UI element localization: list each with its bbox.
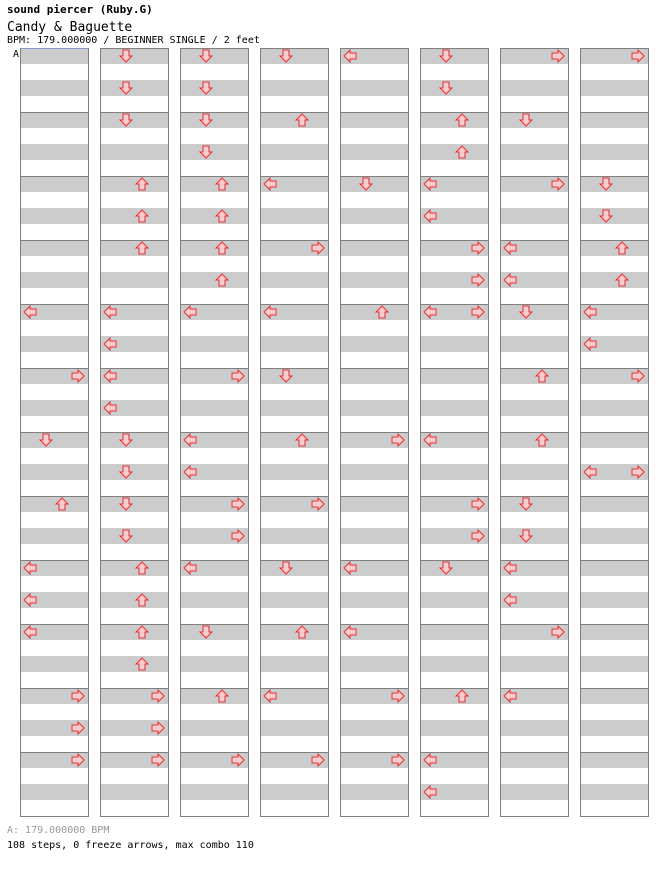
- beat-stripe: [20, 208, 88, 224]
- beat-stripe: [420, 336, 488, 352]
- beat-stripe: [100, 240, 168, 256]
- beat-stripe: [580, 432, 648, 448]
- beat-stripe: [340, 528, 408, 544]
- beat-stripe: [500, 464, 568, 480]
- beat-stripe: [260, 592, 328, 608]
- beat-stripe: [500, 144, 568, 160]
- beat-stripe: [100, 496, 168, 512]
- beat-stripe: [100, 208, 168, 224]
- beat-stripe: [420, 624, 488, 640]
- beat-stripe: [500, 432, 568, 448]
- beat-stripe: [340, 720, 408, 736]
- beat-stripe: [100, 592, 168, 608]
- beat-stripe: [260, 784, 328, 800]
- measure-column: [420, 48, 489, 817]
- beat-stripe: [580, 112, 648, 128]
- beat-stripe: [100, 176, 168, 192]
- beat-stripe: [20, 144, 88, 160]
- beat-stripe: [100, 656, 168, 672]
- beat-stripe: [260, 48, 328, 64]
- beat-stripe: [500, 720, 568, 736]
- beat-stripe: [420, 560, 488, 576]
- beat-stripe: [20, 80, 88, 96]
- beat-stripe: [420, 720, 488, 736]
- beat-stripe: [500, 304, 568, 320]
- beat-stripe: [20, 240, 88, 256]
- beat-stripe: [260, 432, 328, 448]
- beat-stripe: [100, 464, 168, 480]
- beat-stripe: [340, 80, 408, 96]
- beat-stripe: [580, 400, 648, 416]
- beat-stripe: [20, 112, 88, 128]
- beat-stripe: [580, 240, 648, 256]
- beat-stripe: [260, 144, 328, 160]
- beat-stripe: [500, 400, 568, 416]
- beat-stripe: [580, 496, 648, 512]
- beat-stripe: [500, 208, 568, 224]
- beat-stripe: [260, 112, 328, 128]
- beat-stripe: [420, 144, 488, 160]
- beat-stripe: [580, 560, 648, 576]
- beat-stripe: [180, 592, 248, 608]
- beat-stripe: [100, 784, 168, 800]
- beat-stripe: [100, 272, 168, 288]
- beat-stripe: [20, 48, 88, 64]
- beat-stripe: [500, 752, 568, 768]
- beat-stripe: [580, 752, 648, 768]
- beat-stripe: [580, 144, 648, 160]
- beat-stripe: [340, 496, 408, 512]
- beat-stripe: [580, 80, 648, 96]
- beat-stripe: [500, 656, 568, 672]
- beat-stripe: [580, 272, 648, 288]
- beat-stripe: [580, 176, 648, 192]
- beat-stripe: [580, 592, 648, 608]
- beat-stripe: [420, 464, 488, 480]
- beat-stripe: [420, 656, 488, 672]
- beat-stripe: [580, 688, 648, 704]
- beat-stripe: [180, 176, 248, 192]
- beat-stripe: [500, 336, 568, 352]
- beat-stripe: [100, 624, 168, 640]
- beat-stripe: [500, 368, 568, 384]
- beat-stripe: [20, 656, 88, 672]
- beat-stripe: [260, 720, 328, 736]
- beat-stripe: [180, 80, 248, 96]
- beat-stripe: [340, 464, 408, 480]
- song-title: Candy & Baguette: [7, 20, 133, 35]
- beat-stripe: [20, 432, 88, 448]
- beat-stripe: [340, 112, 408, 128]
- bpm-marker-label: A: [13, 49, 20, 60]
- beat-stripe: [580, 656, 648, 672]
- beat-stripe: [420, 592, 488, 608]
- beat-stripe: [180, 272, 248, 288]
- beat-stripe: [180, 688, 248, 704]
- beat-stripe: [180, 400, 248, 416]
- beat-stripe: [180, 720, 248, 736]
- beat-stripe: [180, 656, 248, 672]
- beat-stripe: [420, 48, 488, 64]
- beat-stripe: [340, 784, 408, 800]
- bpm-legend: A: 179.000000 BPM: [7, 825, 110, 836]
- beat-stripe: [20, 272, 88, 288]
- beat-stripe: [260, 464, 328, 480]
- beat-stripe: [180, 240, 248, 256]
- beat-stripe: [260, 208, 328, 224]
- beat-stripe: [340, 592, 408, 608]
- beat-stripe: [180, 624, 248, 640]
- beat-stripe: [100, 528, 168, 544]
- step-stats: 108 steps, 0 freeze arrows, max combo 110: [7, 840, 254, 851]
- beat-stripe: [180, 336, 248, 352]
- beat-stripe: [260, 624, 328, 640]
- beat-stripe: [420, 400, 488, 416]
- measure-column: [180, 48, 249, 817]
- beat-stripe: [500, 784, 568, 800]
- beat-stripe: [500, 496, 568, 512]
- beat-stripe: [180, 112, 248, 128]
- beat-stripe: [20, 528, 88, 544]
- beat-stripe: [180, 208, 248, 224]
- beat-stripe: [420, 80, 488, 96]
- beat-stripe: [100, 144, 168, 160]
- beat-stripe: [580, 208, 648, 224]
- beat-stripe: [260, 272, 328, 288]
- beat-stripe: [260, 400, 328, 416]
- beat-stripe: [20, 400, 88, 416]
- chart-info: BPM: 179.000000 / BEGINNER SINGLE / 2 feet: [7, 35, 260, 46]
- beat-stripe: [500, 528, 568, 544]
- beat-stripe: [420, 112, 488, 128]
- beat-stripe: [340, 144, 408, 160]
- beat-stripe: [260, 336, 328, 352]
- beat-stripe: [180, 784, 248, 800]
- beat-stripe: [420, 368, 488, 384]
- beat-stripe: [180, 48, 248, 64]
- beat-stripe: [420, 688, 488, 704]
- beat-stripe: [20, 496, 88, 512]
- beat-stripe: [340, 272, 408, 288]
- beat-stripe: [260, 656, 328, 672]
- beat-stripe: [20, 464, 88, 480]
- beat-stripe: [260, 368, 328, 384]
- beat-stripe: [20, 336, 88, 352]
- beat-stripe: [260, 80, 328, 96]
- beat-stripe: [260, 560, 328, 576]
- beat-stripe: [340, 336, 408, 352]
- chart-title: sound piercer (Ruby.G): [7, 3, 153, 16]
- beat-stripe: [340, 240, 408, 256]
- beat-stripe: [580, 784, 648, 800]
- beat-stripe: [100, 80, 168, 96]
- beat-stripe: [500, 112, 568, 128]
- beat-stripe: [340, 656, 408, 672]
- beat-stripe: [580, 624, 648, 640]
- beat-stripe: [340, 304, 408, 320]
- beat-stripe: [580, 528, 648, 544]
- beat-stripe: [340, 208, 408, 224]
- beat-stripe: [340, 400, 408, 416]
- beat-stripe: [180, 144, 248, 160]
- beat-stripe: [20, 176, 88, 192]
- beat-stripe: [100, 432, 168, 448]
- beat-stripe: [20, 784, 88, 800]
- beat-stripe: [100, 560, 168, 576]
- beat-stripe: [580, 720, 648, 736]
- beat-stripe: [340, 176, 408, 192]
- measure-column: [580, 48, 649, 817]
- beat-stripe: [260, 528, 328, 544]
- beat-stripe: [100, 112, 168, 128]
- beat-stripe: [340, 368, 408, 384]
- beat-stripe: [100, 48, 168, 64]
- beat-stripe: [500, 80, 568, 96]
